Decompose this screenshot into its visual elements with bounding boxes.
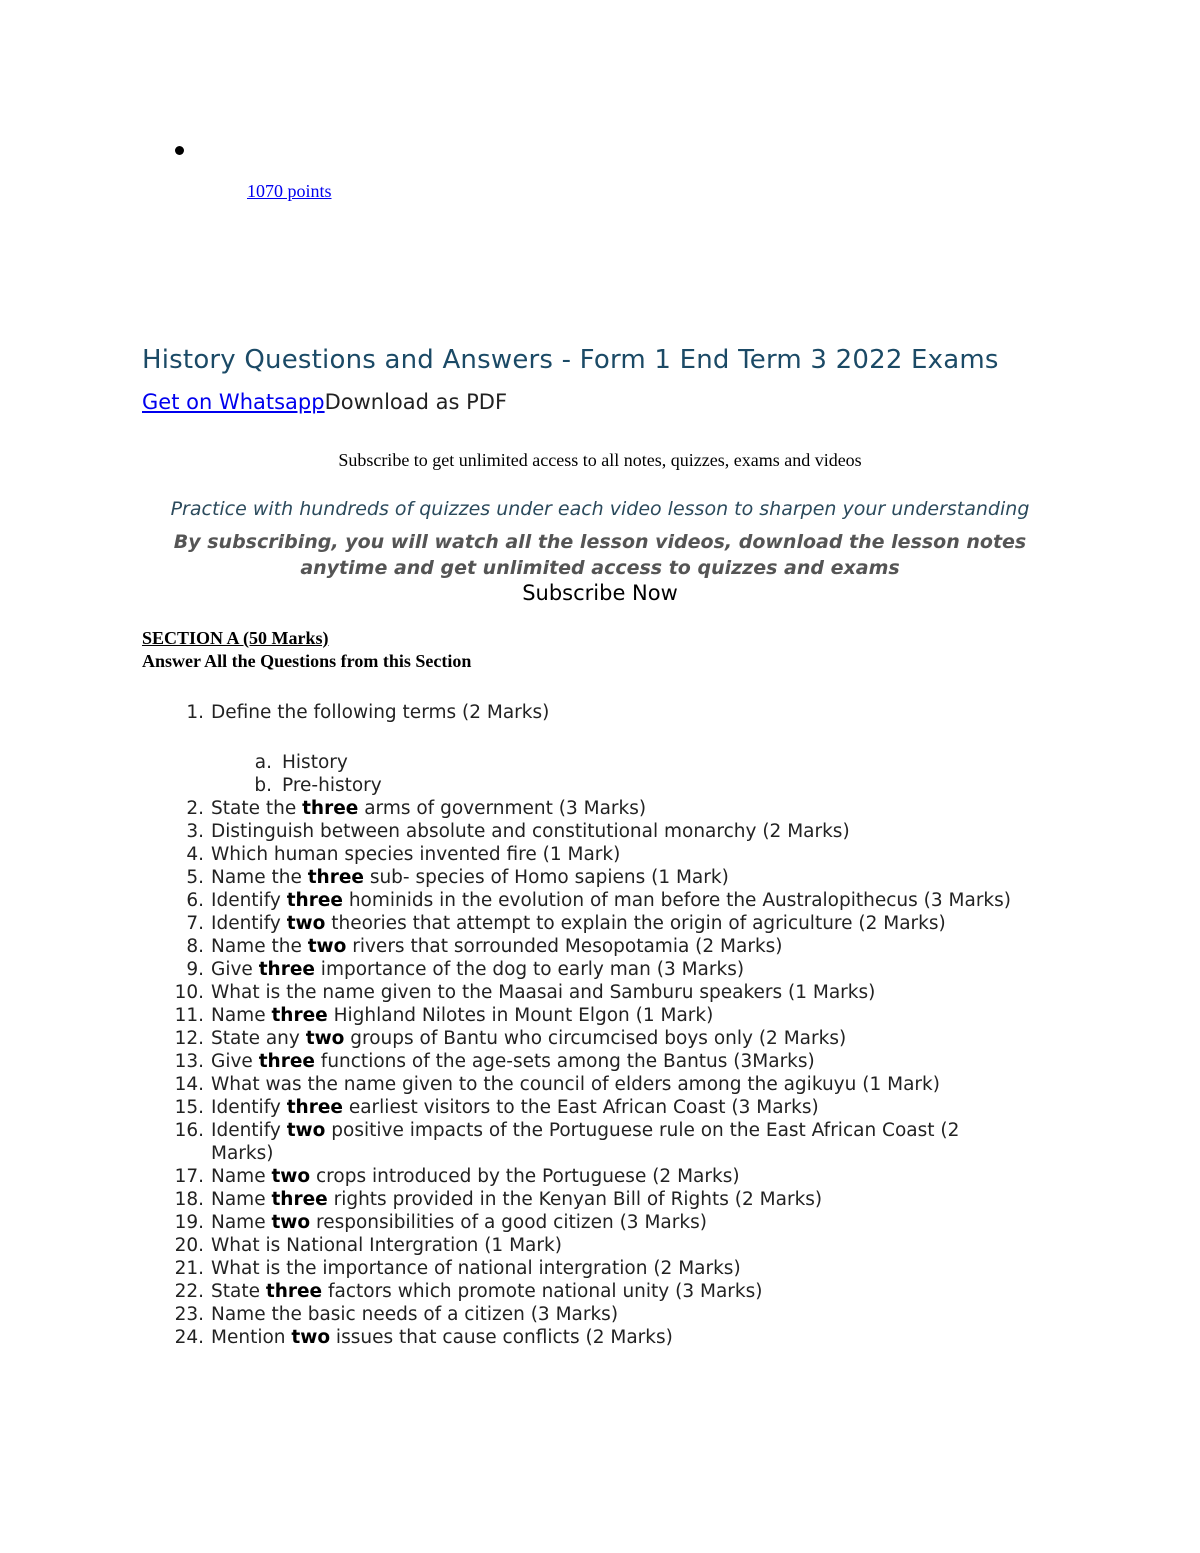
question-text: State [211, 1281, 266, 1302]
page-title: History Questions and Answers - Form 1 End Term 3 2022 Exams [142, 345, 999, 375]
question-item [0, 1234, 1011, 1257]
question-emphasis: two [305, 1028, 345, 1049]
question-emphasis: two [307, 936, 347, 957]
question-text: earliest visitors to the East African Coast (3 Marks) [342, 1097, 819, 1118]
question-emphasis: two [271, 1166, 311, 1187]
question-emphasis: three [271, 1005, 328, 1026]
question-number: 21. [174, 1258, 204, 1279]
question-text: Name [211, 1166, 272, 1187]
question-text: positive impacts of the Portuguese rule on the East African Coast (2 Marks) [211, 1120, 960, 1164]
sub-question-letter: b. [254, 775, 272, 796]
question-item [0, 981, 1011, 1004]
question-number: 4. [186, 844, 204, 865]
list-bullet [175, 146, 184, 155]
question-text: Which human species invented fire (1 Mark) [211, 844, 621, 865]
question-item [0, 1303, 1011, 1326]
question-text: State the [211, 798, 303, 819]
question-number: 19. [174, 1212, 204, 1233]
question-text: Name [211, 1005, 272, 1026]
question-item [0, 1165, 1011, 1188]
question-text: Name the basic needs of a citizen (3 Marks) [211, 1304, 619, 1325]
question-emphasis: two [286, 1120, 326, 1141]
question-number: 9. [186, 959, 204, 980]
sub-question-letter: a. [254, 752, 272, 773]
question-item [0, 701, 1011, 724]
question-text: Name the [211, 867, 308, 888]
question-number: 7. [186, 913, 204, 934]
action-row [142, 390, 507, 414]
question-list [0, 701, 1200, 1349]
question-text: Identify [211, 913, 287, 934]
question-item [0, 889, 1011, 912]
question-emphasis: two [291, 1327, 331, 1348]
question-number: 5. [186, 867, 204, 888]
question-emphasis: two [286, 913, 326, 934]
question-emphasis: three [302, 798, 359, 819]
question-item [0, 958, 1011, 981]
question-text: Identify [211, 890, 287, 911]
question-item [0, 866, 1011, 889]
question-number: 10. [174, 982, 204, 1003]
question-text: Define the following terms (2 Marks) [211, 702, 550, 723]
question-text: What is National Intergration (1 Mark) [211, 1235, 562, 1256]
question-item [0, 797, 1011, 820]
section-heading: SECTION A (50 Marks) [142, 628, 329, 648]
question-number: 6. [186, 890, 204, 911]
question-item [0, 1073, 1011, 1096]
question-number: 15. [174, 1097, 204, 1118]
question-text: Name the [211, 936, 308, 957]
question-text: Give [211, 1051, 259, 1072]
practice-text: Practice with hundreds of quizzes under each video lesson to sharpen your understanding [170, 498, 1030, 520]
question-item [0, 1096, 1011, 1119]
sub-question-text: Pre-history [282, 775, 382, 796]
question-text: Highland Nilotes in Mount Elgon (1 Mark) [327, 1005, 714, 1026]
question-text: Identify [211, 1120, 287, 1141]
subscription-benefits-text: By subscribing, you will watch all the lesson videos, download the lesson notes anytime and get unlimited access to quizzes and exams [173, 531, 1027, 579]
question-text: arms of government (3 Marks) [358, 798, 647, 819]
question-item [0, 912, 1011, 935]
question-item [0, 1050, 1011, 1073]
question-number: 1. [186, 702, 204, 723]
question-text: Mention [211, 1327, 292, 1348]
question-text: Name [211, 1189, 272, 1210]
question-emphasis: two [271, 1212, 311, 1233]
question-text: rivers that sorrounded Mesopotamia (2 Marks) [346, 936, 783, 957]
question-item [0, 1027, 1011, 1050]
question-number: 3. [186, 821, 204, 842]
sub-question-item [0, 751, 1200, 774]
question-number: 16. [174, 1120, 204, 1141]
question-text: Distinguish between absolute and constitutional monarchy (2 Marks) [211, 821, 850, 842]
question-number: 2. [186, 798, 204, 819]
question-text: importance of the dog to early man (3 Marks) [314, 959, 745, 980]
question-text: crops introduced by the Portuguese (2 Marks) [310, 1166, 740, 1187]
question-emphasis: three [258, 1051, 315, 1072]
question-number: 17. [174, 1166, 204, 1187]
question-emphasis: three [258, 959, 315, 980]
question-emphasis: three [271, 1189, 328, 1210]
question-text: State any [211, 1028, 306, 1049]
question-text: sub- species of Homo sapiens (1 Mark) [363, 867, 729, 888]
question-text: hominids in the evolution of man before the Australopithecus (3 Marks) [342, 890, 1011, 911]
subscribe-info-text: Subscribe to get unlimited access to all notes, quizzes, exams and videos [338, 450, 862, 470]
sub-question-item [0, 774, 1200, 797]
question-text: rights provided in the Kenyan Bill of Rights (2 Marks) [327, 1189, 823, 1210]
section-instruction: Answer All the Questions from this Section [142, 651, 472, 671]
question-number: 13. [174, 1051, 204, 1072]
question-text: What is the importance of national intergration (2 Marks) [211, 1258, 741, 1279]
question-text: What is the name given to the Maasai and Samburu speakers (1 Marks) [211, 982, 876, 1003]
question-number: 22. [174, 1281, 204, 1302]
question-number: 8. [186, 936, 204, 957]
question-item [0, 1326, 1011, 1349]
question-number: 12. [174, 1028, 204, 1049]
question-item [0, 820, 1011, 843]
question-number: 24. [174, 1327, 204, 1348]
question-number: 20. [174, 1235, 204, 1256]
question-emphasis: three [307, 867, 364, 888]
question-item [0, 935, 1011, 958]
whatsapp-link[interactable]: Get on Whatsapp [142, 390, 325, 414]
sub-question-text: History [282, 752, 348, 773]
question-text: What was the name given to the council of elders among the agikuyu (1 Mark) [211, 1074, 940, 1095]
question-text: Identify [211, 1097, 287, 1118]
download-pdf-button[interactable]: Download as PDF [324, 390, 508, 414]
points-link[interactable]: 1070 points [247, 181, 332, 201]
question-number: 11. [174, 1005, 204, 1026]
subscribe-now-button[interactable]: Subscribe Now [522, 581, 678, 605]
question-text: groups of Bantu who circumcised boys only (2 Marks) [344, 1028, 847, 1049]
question-text: functions of the age-sets among the Bantus (3Marks) [314, 1051, 815, 1072]
question-item [0, 1280, 1011, 1303]
question-text: Give [211, 959, 259, 980]
question-item [0, 843, 1011, 866]
question-text: issues that cause conflicts (2 Marks) [330, 1327, 673, 1348]
question-text: factors which promote national unity (3 Marks) [322, 1281, 763, 1302]
question-text: theories that attempt to explain the origin of agriculture (2 Marks) [325, 913, 946, 934]
question-number: 23. [174, 1304, 204, 1325]
question-item [0, 1211, 1011, 1234]
question-number: 18. [174, 1189, 204, 1210]
question-item [0, 1004, 1011, 1027]
question-item [0, 1188, 1011, 1211]
question-item [0, 1119, 1011, 1165]
question-text: responsibilities of a good citizen (3 Marks) [310, 1212, 707, 1233]
question-text: Name [211, 1212, 272, 1233]
question-emphasis: three [286, 890, 343, 911]
question-number: 14. [174, 1074, 204, 1095]
question-emphasis: three [265, 1281, 323, 1302]
question-item [0, 1257, 1011, 1280]
question-emphasis: three [286, 1097, 343, 1118]
